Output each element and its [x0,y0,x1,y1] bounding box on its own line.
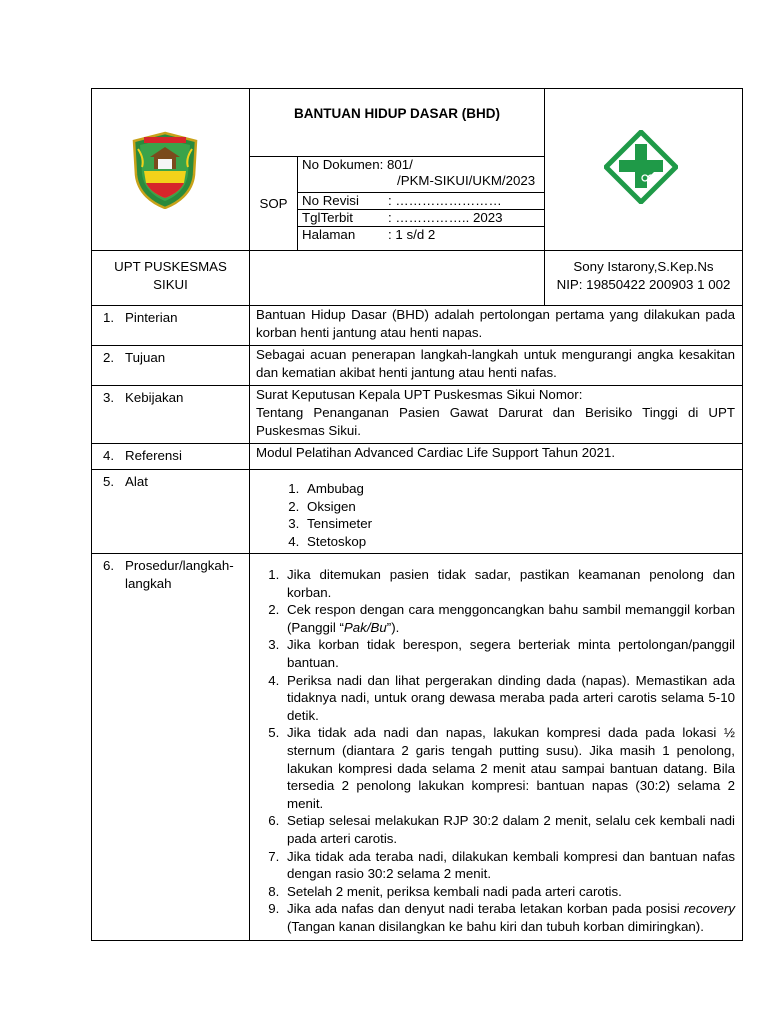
tools-list [256,480,735,550]
section-row [92,386,743,444]
section-row [92,470,743,554]
list-item: 5. Jika tidak ada nadi dan napas, lakukan kompresi dada pada lokasi ½ sternum (diantara 2 garis tengah putting susu). Jika masih 1 penolong, lakukan kompresi dada selama 2 menit atau sampai bantuan datang. Bila tersedia 2 penolong lakukan kompresi: bantuan napas (30:2) selama 2 menit. [283,724,735,812]
sop-table [91,88,743,941]
list-item: 4. Stetoskop [303,533,735,551]
section-number: 1. [103,310,115,325]
list-item: 6. Setiap selesai melakukan RJP 30:2 dalam 2 menit, selalu cek kembali nadi pada arteri carotis. [283,812,735,847]
section-content [250,386,743,444]
section-content: Modul Pelatihan Advanced Cardiac Life Support Tahun 2021. [250,444,743,470]
section-row [92,444,743,470]
section-title: Kebijakan [125,390,184,405]
header-row [92,89,743,251]
revision-row [297,193,544,210]
section-number: 6. [103,558,115,573]
list-item: 4. Periksa nadi dan lihat pergerakan dinding dada (napas). Memastikan ada tidaknya nadi, untuk orang dewasa meraba pada arteri carotis selama 5-10 detik. [283,672,735,725]
document-meta [250,156,544,250]
page-value: : 1 s/d 2 [388,227,436,242]
section-row [92,554,743,941]
org-cell [92,251,250,306]
section-label [92,306,250,346]
section-title: Referensi [125,448,182,463]
section-row [92,346,743,386]
head-cell [545,251,743,306]
title-cell [250,89,545,251]
sop-document [91,88,742,941]
puskesmas-logo-icon [604,130,678,204]
section-label [92,470,250,554]
issue-date-row [297,210,544,227]
org-line1: UPT PUSKESMAS [114,259,227,274]
policy-line2: Tentang Penanganan Pasien Gawat Darurat dan Berisiko Tinggi di UPT Puskesmas Sikui. [256,405,735,438]
section-title: Prosedur/langkah- [125,558,234,573]
list-item: 3. Tensimeter [303,515,735,533]
policy-line1: Surat Keputusan Kepala UPT Puskesmas Sikui Nomor: [256,387,583,402]
section-title: Alat [125,474,148,489]
list-item: 1. Jika ditemukan pasien tidak sadar, pastikan keamanan penolong dan korban. [283,566,735,601]
section-label [92,554,250,941]
list-item: 8. Setelah 2 menit, periksa kembali nadi pada arteri carotis. [283,883,735,901]
revision-value: : …………………… [388,193,502,208]
head-name: Sony Istarony,S.Kep.Ns [573,259,714,274]
doc-number-value: /PKM-SIKUI/UKM/2023 [397,173,536,188]
list-item: 2. Oksigen [303,498,735,516]
list-item: 9. Jika ada nafas dan denyut nadi teraba letakan korban pada posisi recovery (Tangan kanan disilangkan ke bahu kiri dan tubuh korban dimiringkan). [283,900,735,935]
puskesmas-logo-cell [545,89,743,251]
section-content [250,554,743,941]
regency-emblem-icon [130,131,200,209]
issue-date-value: : …………….. 2023 [388,210,503,225]
section-content: Sebagai acuan penerapan langkah-langkah untuk mengurangi angka kesakitan dan kematian akibat henti jantung atau henti nafas. [250,346,743,386]
section-label [92,444,250,470]
page-row [297,227,544,243]
list-item: 2. Cek respon dengan cara menggoncangkan bahu sambil memanggil korban (Panggil “Pak/Bu”). [283,601,735,636]
section-title-cont: langkah [125,576,172,591]
page-label: Halaman [302,227,356,242]
section-number: 2. [103,350,115,365]
meta-rows [297,157,544,250]
list-item: 7. Jika tidak ada teraba nadi, dilakukan kembali kompresi dan bantuan nafas dengan rasio 30:2 selama 2 menit. [283,848,735,883]
section-content: Bantuan Hidup Dasar (BHD) adalah pertolongan pertama yang dilakukan pada korban henti jantung atau henti napas. [250,306,743,346]
section-title: Pinterian [125,310,178,325]
section-number: 5. [103,474,115,489]
section-number: 3. [103,390,115,405]
list-item: 1. Ambubag [303,480,735,498]
procedure-steps [256,566,735,935]
section-label [92,346,250,386]
section-content [250,470,743,554]
section-title: Tujuan [125,350,166,365]
issue-date-label: TglTerbit [302,210,353,225]
page-title: BANTUAN HIDUP DASAR (BHD) [294,106,500,121]
doc-number-row [297,157,544,193]
section-number: 4. [103,448,115,463]
section-label [92,386,250,444]
section-row [92,306,743,346]
doc-number-label: No Dokumen: 801/ [302,157,413,172]
org-row [92,251,743,306]
blank-signature-cell [250,251,545,306]
org-line2: SIKUI [153,277,188,292]
list-item: 3. Jika korban tidak berespon, segera berteriak minta pertolongan/panggil bantuan. [283,636,735,671]
regency-logo-cell [92,89,250,251]
sop-label: SOP [250,157,298,250]
revision-label: No Revisi [302,193,359,208]
head-nip: NIP: 19850422 200903 1 002 [556,277,731,292]
